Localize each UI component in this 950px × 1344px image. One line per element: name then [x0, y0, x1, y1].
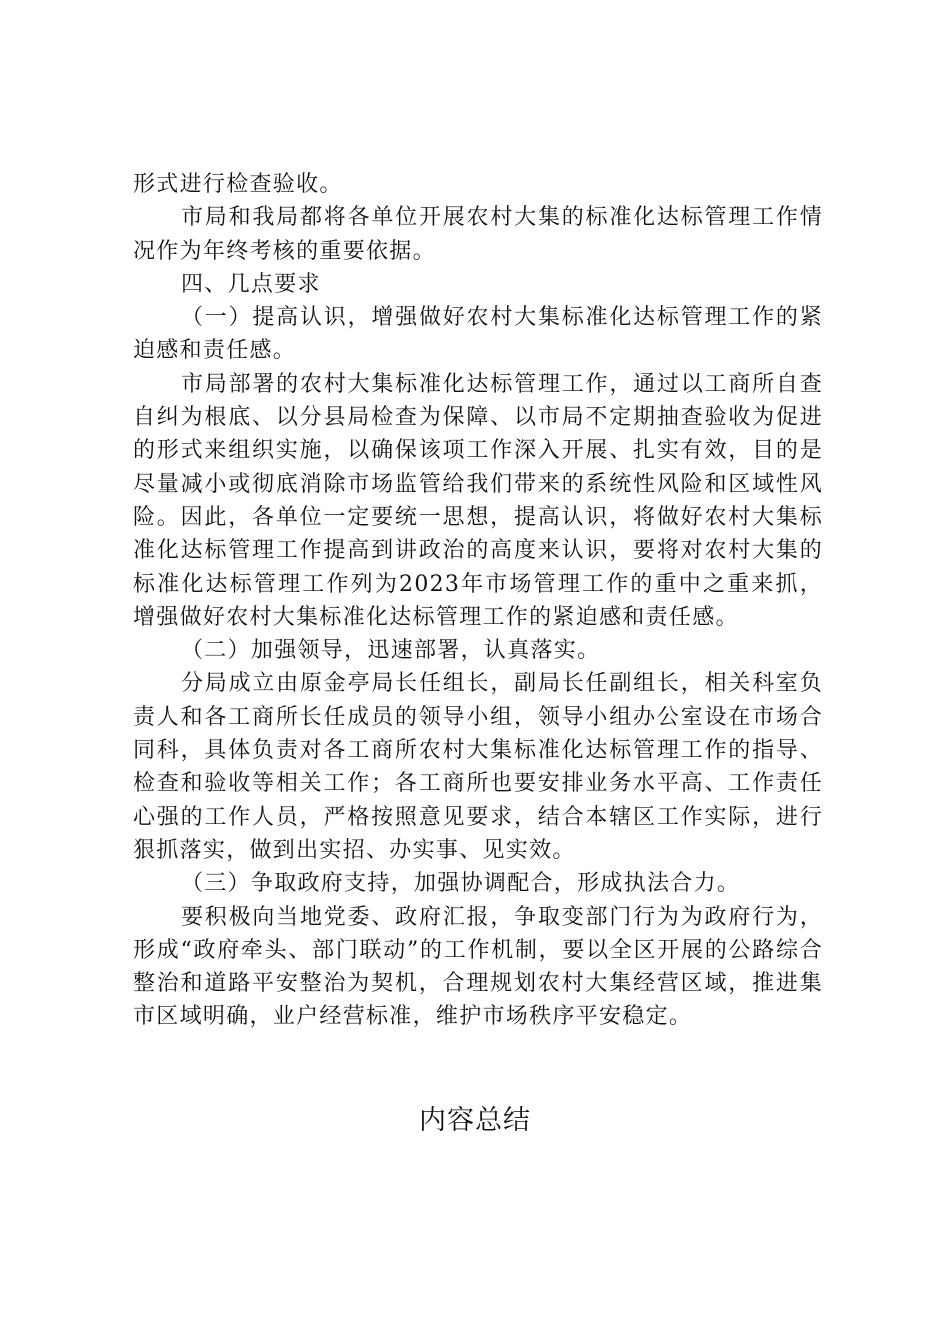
document-body [133, 168, 823, 1034]
paragraph-assessment-basis: 市局和我局都将各单位开展农村大集的标准化达标管理工作情况作为年终考核的重要依据。 [133, 205, 823, 264]
paragraph-support-body: 要积极向当地党委、政府汇报，争取变部门行为为政府行为，形成“政府牵头、部门联动”的工作机制，要以全区开展的公路综合整治和道路平安整治为契机，合理规划农村大集经营区域，推进集市区域明确，业户经营标准，维护市场秩序平安稳定。 [133, 904, 823, 1030]
paragraph-awareness-body: 市局部署的农村大集标准化达标管理工作，通过以工商所自查自纠为根底、以分县局检查为保障、以市局不定期抽查验收为促进的形式来组织实施，以确保该项工作深入开展、扎实有效，目的是尽量减小或彻底消除市场监管给我们带来的系统性风险和区域性风险。因此，各单位一定要统一思想，提高认识，将做好农村大集标准化达标管理工作提高到讲政治的高度来认识，要将对农村大集的标准化达标管理工作列为2023年市场管理工作的重中之重来抓，增强做好农村大集标准化达标管理工作的紧迫感和责任感。 [133, 371, 823, 630]
section-heading-requirements: 四、几点要求 [181, 271, 321, 297]
paragraph-leadership-body: 分局成立由原金亭局长任组长，副局长任副组长，相关科室负责人和各工商所长任成员的领导小组，领导小组办公室设在市场合同科，具体负责对各工商所农村大集标准化达标管理工作的指导、检查和验收等相关工作；各工商所也要安排业务水平高、工作责任心强的工作人员，严格按照意见要求，结合本辖区工作实际，进行狠抓落实，做到出实招、办实事、见实效。 [133, 671, 823, 863]
subheading-strengthen-leadership: （二）加强领导，迅速部署，认真落实。 [181, 638, 601, 664]
subheading-raise-awareness: （一）提高认识，增强做好农村大集标准化达标管理工作的紧迫感和责任感。 [133, 305, 823, 364]
subheading-government-support: （三）争取政府支持，加强协调配合，形成执法合力。 [181, 871, 741, 897]
summary-title: 内容总结 [419, 1105, 531, 1136]
paragraph-continuation: 形式进行检查验收。 [133, 172, 343, 197]
